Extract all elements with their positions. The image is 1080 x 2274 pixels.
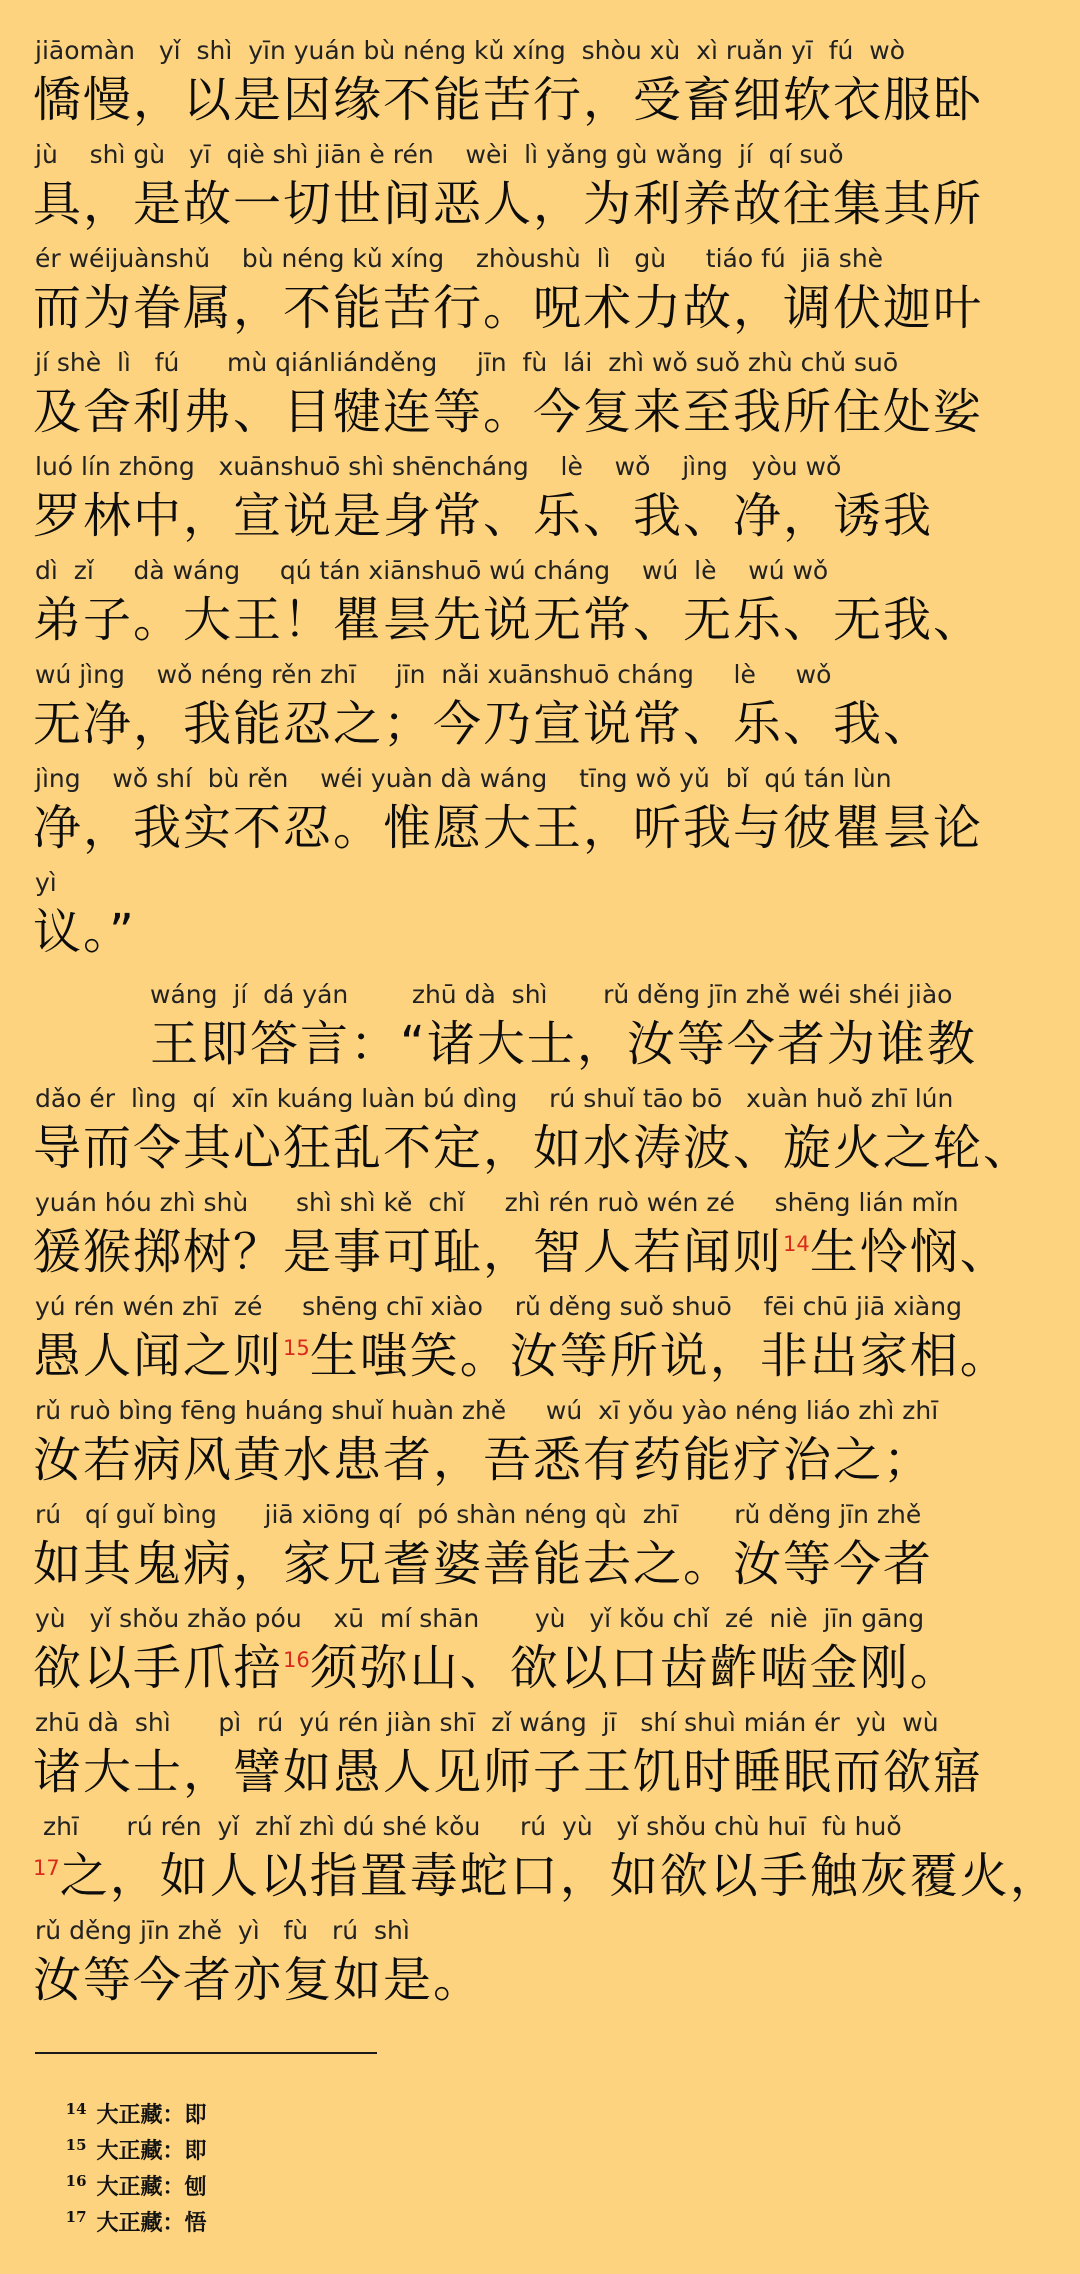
pinyin-line: ér wéijuànshǔ bù néng kǔ xíng zhòushù lì gù tiáo fú jiā shè <box>35 244 884 273</box>
footnote-text: 大正藏：即 <box>96 2102 207 2128</box>
footnote-text: 大正藏：悟 <box>96 2210 207 2236</box>
text-line <box>0 1188 1080 1292</box>
pinyin-line: yì <box>35 868 57 897</box>
text-line <box>0 1708 1080 1812</box>
text-line <box>0 140 1080 244</box>
footnote <box>35 2172 207 2236</box>
footnote <box>35 2100 207 2164</box>
text-line <box>0 1916 1080 2020</box>
chinese-line: 诸大士，譬如愚人见师子王饥时睡眠而欲寤 <box>33 1744 984 1800</box>
chinese-text: 之，如人以指置毒蛇口，如欲以手触灰覆火， <box>59 1848 1060 1904</box>
pinyin-line: yuán hóu zhì shù shì shì kě chǐ zhì rén ruò wén zé shēng lián mǐn <box>35 1188 959 1217</box>
pinyin-line: rǔ děng jīn zhě yì fù rú shì <box>35 1916 410 1945</box>
text-line <box>0 764 1080 868</box>
footnote <box>35 2064 207 2128</box>
pinyin-line: zhī rú rén yǐ zhǐ zhì dú shé kǒu rú yù yǐ shǒu chù huī fù huǒ <box>35 1812 902 1841</box>
pinyin-line: zhū dà shì pì rú yú rén jiàn shī zǐ wáng jī shí shuì mián ér yù wù <box>35 1708 939 1737</box>
pinyin-line: dǎo ér lìng qí xīn kuáng luàn bú dìng rú shuǐ tāo bō xuàn huǒ zhī lún <box>35 1084 954 1113</box>
chinese-line: 导而令其心狂乱不定，如水涛波、旋火之轮、 <box>33 1120 1034 1176</box>
footnote-ref[interactable]: 17 <box>33 1856 60 1880</box>
pinyin-line: jù shì gù yī qiè shì jiān è rén wèi lì yǎng gù wǎng jí qí suǒ <box>35 140 844 169</box>
footnote-number: 15 <box>65 2135 87 2154</box>
pinyin-line: jìng wǒ shí bù rěn wéi yuàn dà wáng tīng wǒ yǔ bǐ qú tán lùn <box>35 764 892 793</box>
text-line <box>0 1292 1080 1396</box>
footnote-text: 大正藏：刨 <box>96 2174 207 2200</box>
chinese-line: 汝等今者亦复如是。 <box>33 1952 484 2008</box>
chinese-line: 议。” <box>33 904 136 960</box>
text-line <box>0 1500 1080 1604</box>
chinese-line: 及舍利弗、目犍连等。今复来至我所住处娑 <box>33 384 984 440</box>
footnote-divider <box>35 2052 377 2054</box>
chinese-line: 汝若病风黄水患者，吾悉有药能疗治之； <box>33 1432 934 1488</box>
chinese-line: 憍慢，以是因缘不能苦行，受畜细软衣服卧 <box>33 72 984 128</box>
text-line <box>0 36 1080 140</box>
text-line <box>0 244 1080 348</box>
pinyin-line: rú qí guǐ bìng jiā xiōng qí pó shàn néng qù zhī rǔ děng jīn zhě <box>35 1500 922 1529</box>
footnote <box>35 2136 207 2200</box>
chinese-line <box>33 1846 1060 1906</box>
chinese-line: 罗林中，宣说是身常、乐、我、净，诱我 <box>33 488 934 544</box>
text-line <box>0 556 1080 660</box>
footnote-text: 大正藏：即 <box>96 2138 207 2164</box>
footnote-number: 14 <box>65 2099 87 2118</box>
chinese-line: 无净，我能忍之；今乃宣说常、乐、我、 <box>33 696 934 752</box>
chinese-line: 王即答言：“诸大士，汝等今者为谁教 <box>150 1016 977 1072</box>
chinese-text: 生怜悯、 <box>809 1224 1010 1280</box>
chinese-line: 具，是故一切世间恶人，为利养故往集其所 <box>33 176 984 232</box>
text-line <box>0 1084 1080 1188</box>
chinese-text: 欲以手爪掊 <box>33 1640 284 1696</box>
chinese-line <box>33 1326 1010 1386</box>
chinese-line <box>33 1222 1010 1282</box>
footnote-number: 16 <box>65 2171 87 2190</box>
pinyin-line: wáng jí dá yán zhū dà shì rǔ děng jīn zhě wéi shéi jiào <box>150 980 953 1009</box>
chinese-text: 愚人闻之则 <box>33 1328 284 1384</box>
text-line <box>0 1812 1080 1916</box>
chinese-line: 净，我实不忍。惟愿大王，听我与彼瞿昙论 <box>33 800 984 856</box>
pinyin-line: jí shè lì fú mù qiánliánděng jīn fù lái zhì wǒ suǒ zhù chǔ suō <box>35 348 899 377</box>
chinese-line <box>33 1638 960 1698</box>
text-line <box>0 1396 1080 1500</box>
footnote-ref[interactable]: 15 <box>283 1336 310 1360</box>
pinyin-line: wú jìng wǒ néng rěn zhī jīn nǎi xuānshuō cháng lè wǒ <box>35 660 832 689</box>
pinyin-line: luó lín zhōng xuānshuō shì shēncháng lè wǒ jìng yòu wǒ <box>35 452 842 481</box>
text-line <box>0 348 1080 452</box>
chinese-line: 弟子。大王！瞿昙先说无常、无乐、无我、 <box>33 592 984 648</box>
chinese-text: 生嗤笑。汝等所说，非出家相。 <box>309 1328 1010 1384</box>
text-line <box>0 980 1080 1084</box>
pinyin-line: dì zǐ dà wáng qú tán xiānshuō wú cháng wú lè wú wǒ <box>35 556 829 585</box>
footnote-number: 17 <box>65 2207 87 2226</box>
pinyin-line: rǔ ruò bìng fēng huáng shuǐ huàn zhě wú xī yǒu yào néng liáo zhì zhī <box>35 1396 939 1425</box>
text-line <box>0 1604 1080 1708</box>
chinese-text: 猨猴掷树？是事可耻，智人若闻则 <box>33 1224 784 1280</box>
pinyin-line: yù yǐ shǒu zhǎo póu xū mí shān yù yǐ kǒu chǐ zé niè jīn gāng <box>35 1604 925 1633</box>
footnote-ref[interactable]: 14 <box>783 1232 810 1256</box>
chinese-line: 而为眷属，不能苦行。呪术力故，调伏迦叶 <box>33 280 984 336</box>
pinyin-line: yú rén wén zhī zé shēng chī xiào rǔ děng suǒ shuō fēi chū jiā xiàng <box>35 1292 962 1321</box>
pinyin-line: jiāomàn yǐ shì yīn yuán bù néng kǔ xíng shòu xù xì ruǎn yī fú wò <box>35 36 905 65</box>
text-line <box>0 452 1080 556</box>
text-line <box>0 660 1080 764</box>
footnote-ref[interactable]: 16 <box>283 1648 310 1672</box>
chinese-line: 如其鬼病，家兄耆婆善能去之。汝等今者 <box>33 1536 934 1592</box>
chinese-text: 须弥山、欲以口齿齚啮金刚。 <box>309 1640 960 1696</box>
text-line <box>0 868 1080 972</box>
